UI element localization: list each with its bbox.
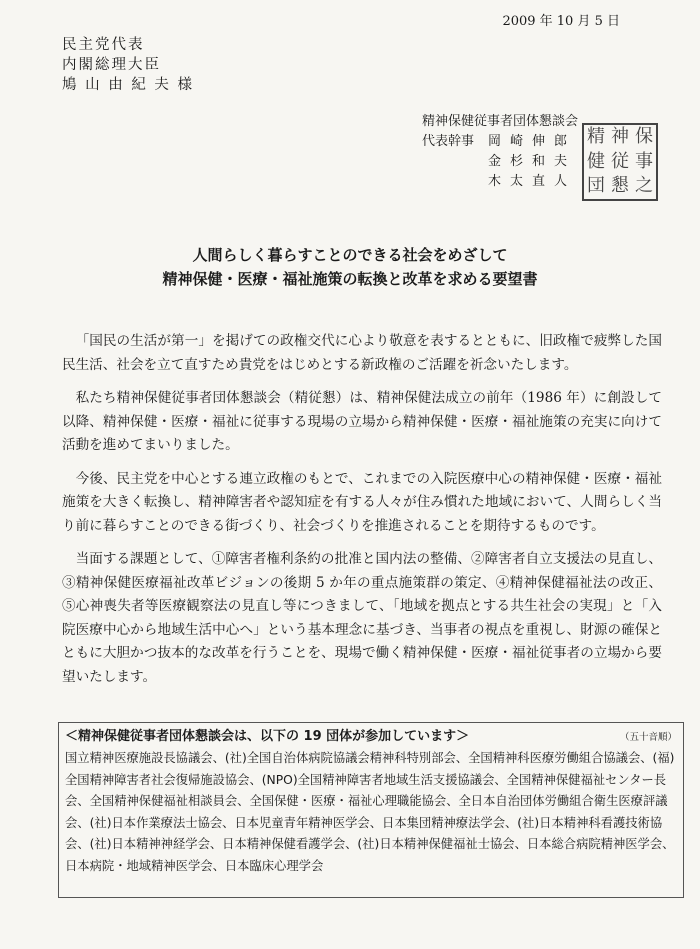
body-paragraph: 「国民の生活が第一」を掲げての政権交代に心より敬意を表するとともに、旧政権で疲弊した国民生活、社会を立て直すため貴党をはじめとする新政権のご活躍を祈念いたします。 [62, 333, 662, 373]
seal-char: 之 [635, 175, 653, 197]
title-line: 人間らしく暮らすことのできる社会をめざして [192, 246, 508, 264]
seal-char: 事 [635, 150, 653, 172]
seal-char: 神 [611, 126, 629, 147]
sender-role: 代表幹事 [422, 134, 475, 149]
sender-block [422, 112, 578, 192]
seal-char: 従 [611, 150, 629, 172]
document-title [0, 243, 700, 291]
member-box-order-note: （五十音順） [619, 732, 677, 743]
letter-body [62, 330, 662, 699]
title-line: 精神保健・医療・福祉施策の転換と改革を求める要望書 [162, 270, 538, 288]
sender-organization: 精神保健従事者団体懇談会 [422, 114, 579, 129]
body-paragraph: 当面する課題として、①障害者権利条約の批准と国内法の整備、②障害者自立支援法の見直し、③精神保健医療福祉改革ビジョンの後期 5 か年の重点施策群の策定、④精神保健福祉法の改正、⑤心神喪失者等医療観察法の見直し等につきまして、「地域を拠点とする共生社会の実現」と「入院医療中心から地域生活中心へ」という基本理念に基づき、当事者の視点を重視し、財源の確保とともに大胆かつ抜本的な改革を行うことを、現場で働く精神保健・医療・福祉従事者の立場から要望いたします。 [62, 551, 662, 685]
body-paragraph: 今後、民主党を中心とする連立政権のもとで、これまでの入院医療中心の精神保健・医療・福祉施策を大きく転換し、精神障害者や認知症を有する人々が住み慣れた地域において、人間らしく当り前に暮らすことのできる街づくり、社会づくりを推進されることを期待するものです。 [62, 470, 662, 534]
addressee-line: 鳩 山 由 紀 夫 様 [62, 77, 195, 93]
member-box-header [65, 727, 677, 748]
member-organizations-box [58, 722, 684, 898]
sender-row [488, 172, 578, 192]
seal-char: 懇 [611, 175, 629, 197]
seal-char: 精 [587, 126, 605, 147]
seal-char: 保 [635, 126, 653, 147]
member-organizations-list: 国立精神医療施設長協議会、(社)全国自治体病院協議会精神科特別部会、全国精神科医療労働組合協議会、(福)全国精神障害者社会復帰施設協会、(NPO)全国精神障害者地域生活支援協議会、全国精神保健福祉センター長会、全国精神保健福祉相談員会、全国保健・医療・福祉心理職能協会、全日本自治団体労働組合衛生医療評議会、(社)日本作業療法士協会、日本児童青年精神医学会、日本集団精神療法学会、(社)日本精神科看護技術協会、(社)日本精神神経学会、日本精神保健看護学会、(社)日本精神保健福祉士協会、日本総合病院精神医学会、日本病院・地域精神医学会、日本臨床心理学会 [65, 751, 675, 873]
sender-name: 木太直人 [488, 174, 577, 189]
seal-char: 健 [587, 150, 605, 172]
sender-row [422, 132, 578, 152]
addressee-block [62, 35, 194, 95]
letter-date: 2009 年 10 月 5 日 [502, 14, 620, 29]
addressee-line: 内閣総理大臣 [62, 57, 161, 73]
sender-name: 金杉和夫 [488, 154, 577, 169]
sender-row [488, 152, 578, 172]
member-box-heading: ＜精神保健従事者団体懇談会は、以下の 19 団体が参加しています＞ [65, 729, 470, 744]
seal-char: 団 [587, 175, 605, 197]
organization-seal-stamp [582, 123, 658, 201]
body-paragraph: 私たち精神保健従事者団体懇談会（精従懇）は、精神保健法成立の前年（1986 年）に創設して以降、精神保健・医療・福祉に従事する現場の立場から精神保健・医療・福祉施策の充実に向けて活動を進めてまいりました。 [62, 390, 662, 453]
addressee-line: 民主党代表 [62, 37, 145, 53]
sender-name: 岡崎伸郎 [488, 134, 577, 149]
